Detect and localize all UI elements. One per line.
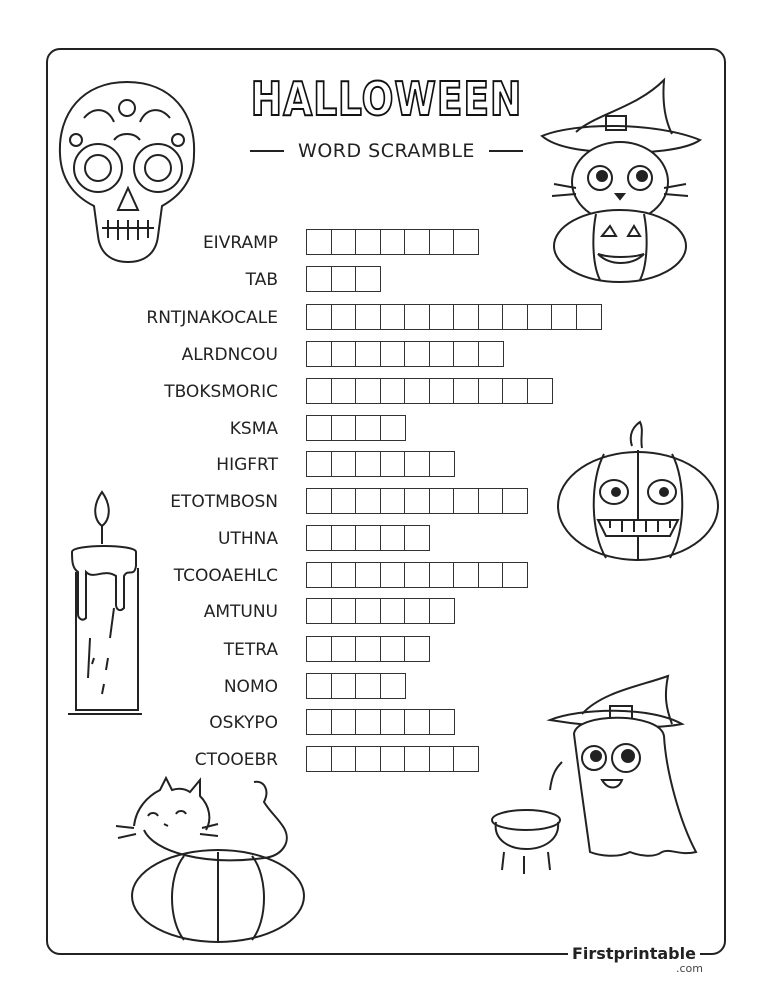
answer-box[interactable] (453, 304, 479, 330)
answer-box[interactable] (331, 378, 357, 404)
answer-boxes[interactable] (306, 488, 527, 514)
answer-box[interactable] (576, 304, 602, 330)
answer-box[interactable] (306, 488, 332, 514)
answer-box[interactable] (306, 415, 332, 441)
answer-box[interactable] (453, 488, 479, 514)
answer-box[interactable] (306, 525, 332, 551)
jack-o-lantern-illustration (554, 420, 722, 564)
answer-box[interactable] (355, 636, 381, 662)
answer-box[interactable] (355, 746, 381, 772)
scrambled-word: CTOOEBR (194, 750, 278, 770)
brand-name: Firstprintable (568, 944, 700, 963)
answer-box[interactable] (551, 304, 577, 330)
answer-box[interactable] (355, 709, 381, 735)
answer-box[interactable] (331, 673, 357, 699)
answer-box[interactable] (404, 378, 430, 404)
scrambled-word: ETOTMBOSN (170, 492, 278, 512)
answer-box[interactable] (429, 229, 455, 255)
answer-box[interactable] (306, 636, 332, 662)
answer-boxes[interactable] (306, 415, 404, 441)
answer-box[interactable] (404, 746, 430, 772)
answer-box[interactable] (331, 266, 357, 292)
answer-box[interactable] (380, 341, 406, 367)
answer-box[interactable] (502, 378, 528, 404)
answer-box[interactable] (380, 415, 406, 441)
answer-box[interactable] (355, 415, 381, 441)
answer-box[interactable] (404, 562, 430, 588)
answer-box[interactable] (355, 598, 381, 624)
answer-box[interactable] (380, 562, 406, 588)
answer-box[interactable] (478, 562, 504, 588)
answer-boxes[interactable] (306, 451, 453, 477)
scrambled-word: OSKYPO (209, 713, 278, 733)
answer-box[interactable] (331, 709, 357, 735)
scrambled-word: KSMA (229, 419, 278, 439)
answer-box[interactable] (331, 562, 357, 588)
answer-box[interactable] (306, 378, 332, 404)
scrambled-word: EIVRAMP (202, 233, 278, 253)
answer-box[interactable] (453, 229, 479, 255)
scrambled-word: NOMO (223, 677, 278, 697)
worksheet-title: HALLOWEEN (250, 72, 523, 126)
answer-boxes[interactable] (306, 341, 502, 367)
answer-box[interactable] (355, 525, 381, 551)
answer-boxes[interactable] (306, 709, 453, 735)
answer-box[interactable] (429, 378, 455, 404)
answer-box[interactable] (306, 341, 332, 367)
scrambled-word: TAB (245, 270, 278, 290)
answer-box[interactable] (331, 525, 357, 551)
answer-box[interactable] (306, 266, 332, 292)
answer-box[interactable] (355, 341, 381, 367)
answer-box[interactable] (429, 488, 455, 514)
subtitle-rule-right (489, 150, 523, 152)
answer-box[interactable] (478, 378, 504, 404)
answer-box[interactable] (404, 451, 430, 477)
answer-box[interactable] (306, 746, 332, 772)
answer-boxes[interactable] (306, 229, 478, 255)
answer-boxes[interactable] (306, 598, 453, 624)
answer-boxes[interactable] (306, 673, 404, 699)
answer-boxes[interactable] (306, 525, 429, 551)
answer-box[interactable] (306, 709, 332, 735)
answer-box[interactable] (453, 378, 479, 404)
answer-box[interactable] (355, 266, 381, 292)
answer-box[interactable] (429, 598, 455, 624)
scrambled-word: ALRDNCOU (181, 345, 278, 365)
scrambled-word: TBOKSMORIC (164, 382, 278, 402)
answer-box[interactable] (331, 415, 357, 441)
scrambled-word: TCOOAEHLC (173, 566, 278, 586)
answer-boxes[interactable] (306, 746, 478, 772)
scrambled-word: UTHNA (218, 529, 278, 549)
answer-box[interactable] (502, 488, 528, 514)
scrambled-word: AMTUNU (203, 602, 278, 622)
witch-cat-pumpkin-illustration (536, 74, 706, 284)
answer-box[interactable] (306, 673, 332, 699)
answer-box[interactable] (306, 229, 332, 255)
answer-box[interactable] (380, 304, 406, 330)
answer-box[interactable] (404, 709, 430, 735)
scrambled-word: TETRA (223, 640, 278, 660)
answer-box[interactable] (306, 304, 332, 330)
answer-box[interactable] (380, 709, 406, 735)
answer-box[interactable] (380, 229, 406, 255)
answer-box[interactable] (306, 562, 332, 588)
answer-box[interactable] (331, 304, 357, 330)
answer-box[interactable] (331, 229, 357, 255)
answer-box[interactable] (380, 746, 406, 772)
scrambled-word: HIGFRT (216, 455, 278, 475)
answer-box[interactable] (429, 746, 455, 772)
answer-box[interactable] (404, 525, 430, 551)
subtitle-rule-left (250, 150, 284, 152)
answer-box[interactable] (355, 229, 381, 255)
answer-box[interactable] (355, 378, 381, 404)
answer-boxes[interactable] (306, 562, 527, 588)
answer-box[interactable] (380, 488, 406, 514)
answer-box[interactable] (478, 304, 504, 330)
answer-box[interactable] (331, 451, 357, 477)
answer-boxes[interactable] (306, 378, 551, 404)
answer-box[interactable] (380, 378, 406, 404)
answer-box[interactable] (502, 304, 528, 330)
answer-box[interactable] (355, 451, 381, 477)
answer-box[interactable] (527, 378, 553, 404)
answer-box[interactable] (429, 709, 455, 735)
answer-boxes[interactable] (306, 636, 429, 662)
answer-box[interactable] (502, 562, 528, 588)
answer-box[interactable] (527, 304, 553, 330)
answer-boxes[interactable] (306, 266, 380, 292)
scrambled-word: RNTJNAKOCALE (146, 308, 278, 328)
answer-box[interactable] (404, 598, 430, 624)
ghost-cauldron-illustration (490, 672, 722, 884)
answer-box[interactable] (355, 562, 381, 588)
answer-box[interactable] (453, 341, 479, 367)
cat-on-pumpkin-illustration (114, 772, 310, 946)
answer-box[interactable] (331, 746, 357, 772)
answer-box[interactable] (429, 304, 455, 330)
answer-box[interactable] (404, 304, 430, 330)
answer-box[interactable] (404, 488, 430, 514)
answer-box[interactable] (453, 562, 479, 588)
worksheet-subtitle: WORD SCRAMBLE (298, 140, 475, 162)
brand-suffix: .com (676, 962, 703, 975)
answer-box[interactable] (331, 636, 357, 662)
answer-box[interactable] (429, 562, 455, 588)
answer-box[interactable] (429, 451, 455, 477)
answer-box[interactable] (453, 746, 479, 772)
answer-box[interactable] (306, 598, 332, 624)
answer-box[interactable] (355, 488, 381, 514)
answer-box[interactable] (355, 673, 381, 699)
answer-box[interactable] (404, 229, 430, 255)
answer-box[interactable] (380, 525, 406, 551)
answer-box[interactable] (478, 488, 504, 514)
answer-box[interactable] (429, 341, 455, 367)
answer-box[interactable] (331, 341, 357, 367)
answer-box[interactable] (355, 304, 381, 330)
answer-boxes[interactable] (306, 304, 600, 330)
answer-box[interactable] (478, 341, 504, 367)
answer-box[interactable] (331, 488, 357, 514)
answer-box[interactable] (380, 636, 406, 662)
answer-box[interactable] (331, 598, 357, 624)
answer-box[interactable] (380, 673, 406, 699)
answer-box[interactable] (380, 598, 406, 624)
answer-box[interactable] (404, 341, 430, 367)
answer-box[interactable] (404, 636, 430, 662)
answer-box[interactable] (306, 451, 332, 477)
answer-box[interactable] (380, 451, 406, 477)
